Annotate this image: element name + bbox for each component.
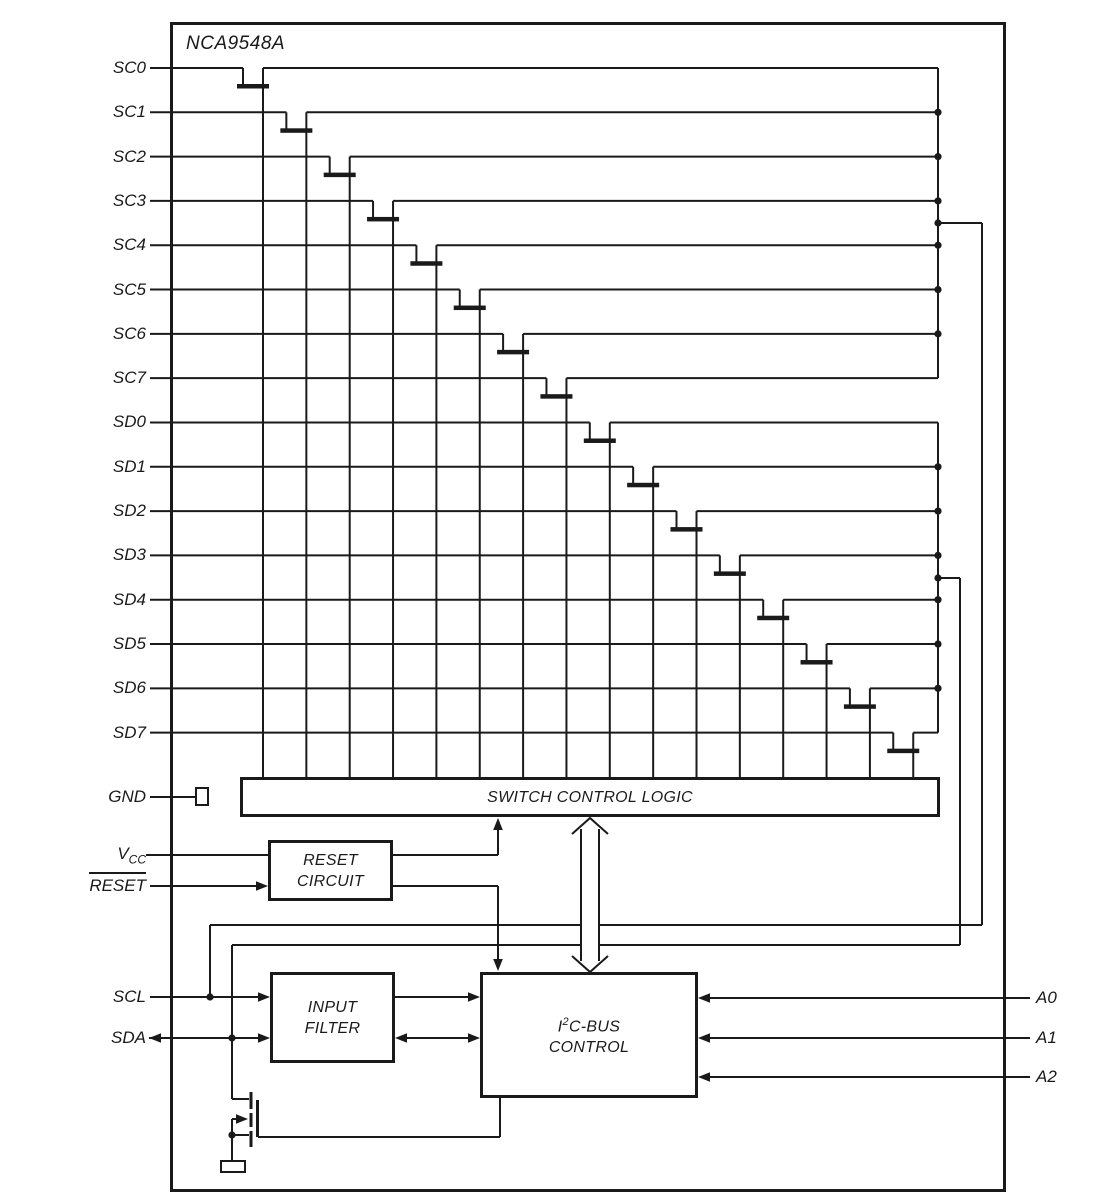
switch-control-logic-block	[240, 777, 940, 817]
pin-label-a2: A2	[1036, 1067, 1057, 1086]
pin-label-sc5: SC5	[112, 279, 146, 299]
pin-label-sc1: SC1	[112, 102, 146, 122]
switch-control-logic-label: SWITCH CONTROL LOGIC	[487, 788, 693, 806]
pin-label-reset: RESET	[70, 872, 146, 897]
i2c-label-pre: I	[557, 1018, 563, 1036]
pin-label-scl: SCL	[112, 987, 146, 1006]
reset-circuit-block	[268, 840, 393, 901]
pin-label-sc4: SC4	[112, 235, 146, 255]
pin-label-vcc: $V_{CC}$	[117, 844, 146, 867]
pin-label-sc2: SC2	[112, 146, 146, 166]
pin-label-sc3: SC3	[112, 190, 146, 210]
i2c-label-sup: 2	[562, 1015, 569, 1028]
pin-label-sd4: SD4	[112, 589, 146, 609]
pin-label-sc0: SC0	[112, 58, 146, 77]
input-filter-label-line2: FILTER	[304, 1019, 361, 1037]
pin-label-sd2: SD2	[112, 501, 146, 521]
pin-label-sd5: SD5	[112, 634, 146, 654]
pin-label-sd6: SD6	[112, 678, 146, 698]
pin-label-sd7: SD7	[112, 722, 146, 742]
pin-label-sc7: SC7	[112, 368, 146, 388]
pin-label-sd3: SD3	[112, 545, 146, 565]
input-filter-label-line1: INPUT	[307, 998, 358, 1016]
reset-circuit-label-line1: RESET	[303, 851, 358, 869]
pin-label-gnd: GND	[108, 787, 146, 806]
input-filter-block	[270, 972, 395, 1063]
pin-label-a0: A0	[1036, 988, 1057, 1007]
i2c-label-line2: CONTROL	[548, 1039, 630, 1057]
pin-label-sd0: SD0	[112, 412, 146, 432]
pin-label-sc6: SC6	[112, 323, 146, 343]
i2c-bus-control-block	[480, 972, 698, 1098]
pin-label-sda: SDA	[111, 1028, 146, 1047]
pin-label-sd1: SD1	[112, 456, 146, 476]
i2c-label-post: C-BUS	[568, 1018, 621, 1036]
chip-title: NCA9548A	[186, 33, 286, 54]
pin-label-a1: A1	[1036, 1028, 1057, 1047]
reset-circuit-label-line2: CIRCUIT	[297, 872, 364, 890]
